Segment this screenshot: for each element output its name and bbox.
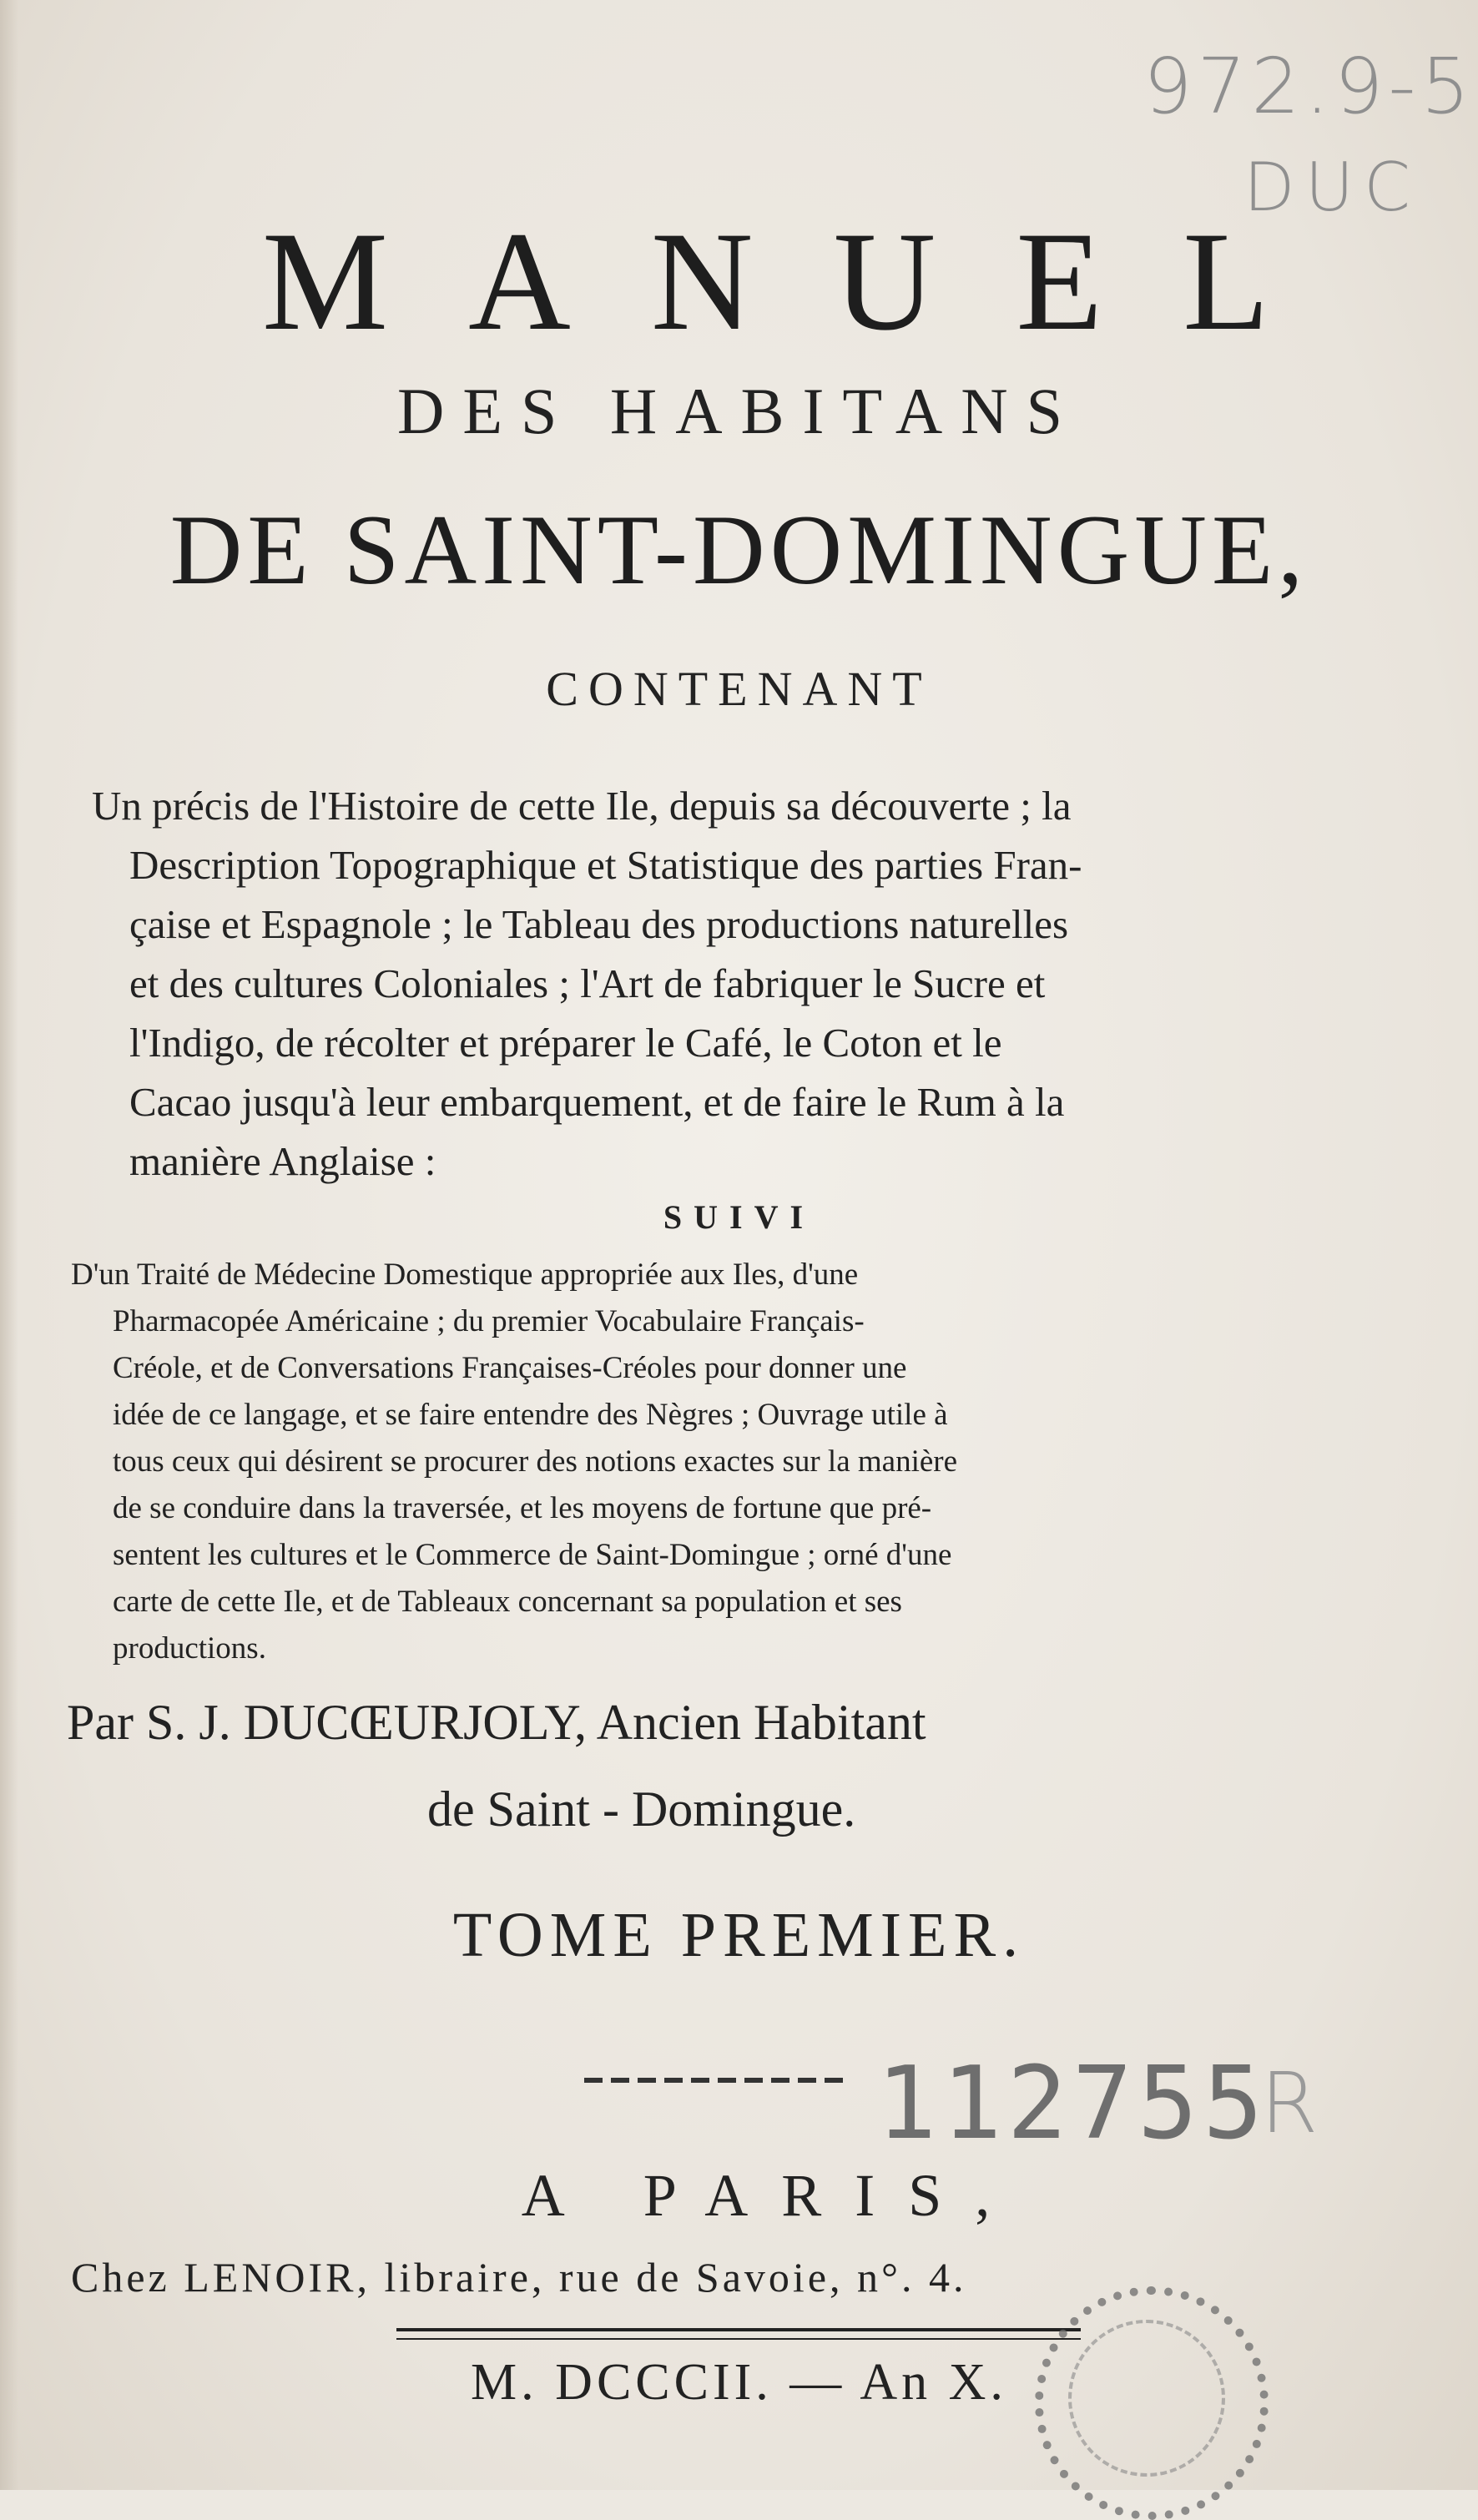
title-subtitle-1: DES HABITANS <box>397 375 1081 447</box>
contenant-heading: CONTENANT <box>546 662 932 716</box>
suivi-line: de se conduire dans la traversée, et les moyens de fortune que pré- <box>113 1491 932 1525</box>
suivi-line: D'un Traité de Médecine Domestique appropriée aux Iles, d'une <box>71 1257 859 1292</box>
library-stamp-inner <box>1068 2320 1225 2477</box>
description-paragraph <box>92 776 1294 1191</box>
accession-stamp-letter: R <box>1260 2054 1319 2152</box>
description-line: Cacao jusqu'à leur embarquement, et de faire le Rum à la <box>129 1079 1065 1125</box>
description-line: et des cultures Coloniales ; l'Art de fabriquer le Sucre et <box>129 960 1046 1006</box>
suivi-line: sentent les cultures et le Commerce de Saint-Domingue ; orné d'une <box>113 1538 952 1572</box>
description-line: çaise et Espagnole ; le Tableau des productions naturelles <box>129 901 1069 947</box>
accession-stamp-number: 112755 <box>876 2046 1269 2162</box>
suivi-paragraph <box>71 1252 1294 1672</box>
double-rule-bottom <box>396 2338 1081 2340</box>
imprint-date: M. DCCCII. — An X. <box>471 2354 1007 2411</box>
description-line: Un précis de l'Histoire de cette Ile, depuis sa découverte ; la <box>92 783 1072 829</box>
description-line: manière Anglaise : <box>129 1138 436 1184</box>
shelfmark-call-code: DUC <box>1243 149 1421 226</box>
suivi-line: idée de ce langage, et se faire entendre des Nègres ; Ouvrage utile à <box>113 1398 948 1432</box>
title-subtitle-2: DE SAINT-DOMINGUE, <box>169 494 1309 605</box>
description-line: l'Indigo, de récolter et préparer le Café, le Coton et le <box>129 1020 1002 1066</box>
suivi-heading: SUIVI <box>663 1198 815 1236</box>
author-origin: de Saint - Domingue. <box>427 1782 856 1837</box>
suivi-line: productions. <box>113 1631 266 1666</box>
imprint-publisher: Chez LENOIR, libraire, rue de Savoie, n°. 4. <box>71 2254 967 2301</box>
suivi-line: Pharmacopée Américaine ; du premier Vocabulaire Français- <box>113 1304 865 1338</box>
volume-label: TOME PREMIER. <box>452 1900 1026 1970</box>
suivi-line: tous ceux qui désirent se procurer des notions exactes sur la manière <box>113 1444 958 1479</box>
author-line: Par S. J. DUCŒURJOLY, Ancien Habitant <box>67 1695 926 1750</box>
title-main: MANUEL <box>261 203 1350 360</box>
suivi-line: carte de cette Ile, et de Tableaux concernant sa population et ses <box>113 1585 902 1619</box>
description-line: Description Topographique et Statistique des parties Fran- <box>129 842 1082 888</box>
dashed-rule <box>584 2078 851 2083</box>
double-rule-top <box>396 2328 1081 2331</box>
suivi-line: Créole, et de Conversations Françaises-Créoles pour donner une <box>113 1351 907 1385</box>
imprint-city: A PARIS, <box>521 2162 1024 2229</box>
shelfmark-call-number: 972.9-5 <box>1143 42 1475 131</box>
